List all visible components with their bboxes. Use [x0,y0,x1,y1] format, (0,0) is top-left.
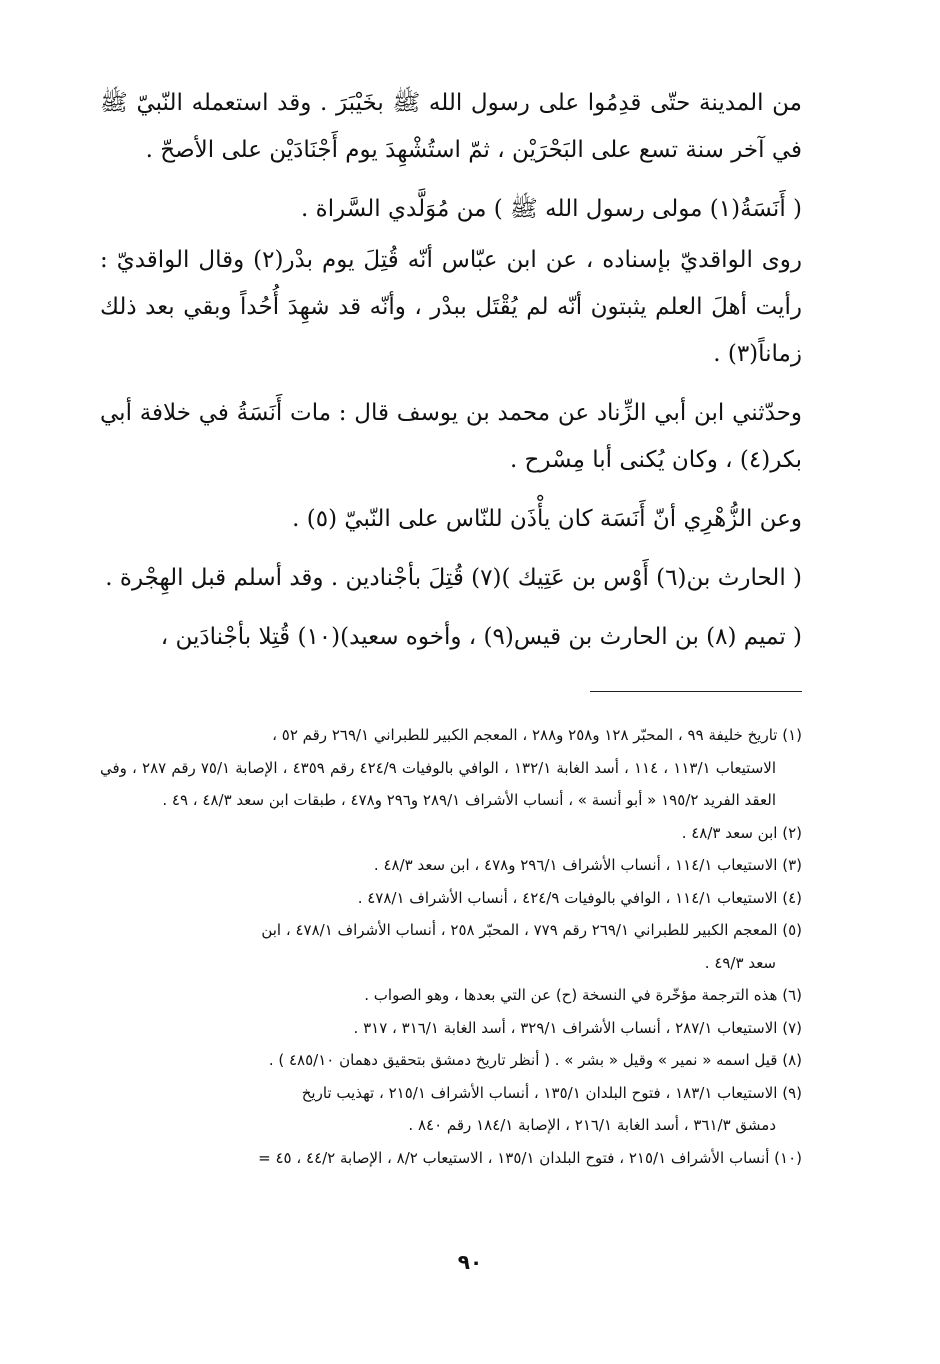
footnote-4: (٤) الاستيعاب ١١٤/١ ، الوافي بالوفيات ٤٢٤/٩ ، أنساب الأشراف ٤٧٨/١ . [357,888,802,907]
footnote-9 [100,1077,802,1142]
footnote-10: (١٠) أنساب الأشراف ٢١٥/١ ، فتوح البلدان ١٣٥/١ ، الاستيعاب ٨/٢ ، الإصابة ٤٤/٢ ، ٤٥ = [258,1148,802,1167]
footnote-1-continuation: الاستيعاب ١١٣/١ ، ١١٤ ، أسد الغابة ١٣٢/١ ، الوافي بالوفيات ٤٢٤/٩ رقم ٤٣٥٩ ، الإصابة ٧٥/١ رقم ٢٨٧ ، وفي العقد الفريد ١٩٥/٢ « أبو أنسة » ، أنساب الأشراف ٢٨٩/١ و٢٩٦ و٤٧٨ ، طبقات ابن سعد ٤٨/٣ ، ٤٩ . [100,758,776,809]
paragraph-2: ( أَنَسَةُ(١) مولى رسول الله ﷺ ) من مُوَلَّدي السَّراة . [301,196,802,222]
footnote-5 [100,914,802,979]
paragraph-7: ( تميم (٨) بن الحارث بن قيس(٩) ، وأخوه سعيد)(١٠) قُتِلا بأجْنادَين ، [160,624,802,650]
footnote-1 [100,719,802,817]
footnote-9-line: (٩) الاستيعاب ١٨٣/١ ، فتوح البلدان ١٣٥/١ ، أنساب الأشراف ٢١٥/١ ، تهذيب تاريخ [301,1083,802,1102]
page-number: ٩٠ [457,1250,483,1274]
footnote-3: (٣) الاستيعاب ١١٤/١ ، أنساب الأشراف ٢٩٦/١ و٤٧٨ ، ابن سعد ٤٨/٣ . [373,856,802,874]
footnote-9-continuation: دمشق ٣٦١/٣ ، أسد الغابة ٢١٦/١ ، الإصابة ١٨٤/١ رقم ٨٤٠ . [408,1116,776,1134]
paragraph-5: وعن الزُّهْرِي أنّ أَنَسَة كان يأْذَن للنّاس على النّبيّ (٥) . [292,506,802,532]
footnote-2: (٢) ابن سعد ٤٨/٣ . [681,823,802,842]
footnote-5-line: (٥) المعجم الكبير للطبراني ٢٦٩/١ رقم ٧٧٩ ، المحبّر ٢٥٨ ، أنساب الأشراف ٤٧٨/١ ، ابن [261,921,802,939]
footnote-1-line: (١) تاريخ خليفة ٩٩ ، المحبّر ١٢٨ و٢٥٨ و٢٨٨ ، المعجم الكبير للطبراني ٢٦٩/١ رقم ٥٢ ، [272,726,802,744]
paragraph-3: روى الواقديّ بإسناده ، عن ابن عبّاس أنّه قُتِلَ يوم بدْر(٢) وقال الواقديّ : رأيت أهلَ العلم يثبتون أنّه لم يُقْتَل ببدْر ، وأنّه قد شهِدَ أُحُداً وبقي بعد ذلك زماناً(٣) . [100,247,802,367]
footnote-7: (٧) الاستيعاب ٢٨٧/١ ، أنساب الأشراف ٣٢٩/١ ، أسد الغابة ٣١٦/١ ، ٣١٧ . [353,1018,802,1037]
paragraph-4: وحدّثني ابن أبي الزِّناد عن محمد بن يوسف قال : مات أَنَسَةُ في خلافة أبي بكر(٤) ، وكان يُكنى أبا مِسْرح . [100,400,802,473]
paragraph-6: ( الحارث بن(٦) أَوْس بن عَتِيك )(٧) قُتِلَ بأجْنادين . وقد أسلم قبل الهِجْرة . [105,565,802,591]
footnote-divider [590,691,802,692]
footnotes [100,719,802,1174]
footnote-8: (٨) قيل اسمه « نمير » وقيل « بشر » . ( أنظر تاريخ دمشق بتحقيق دهمان ٤٨٥/١٠ ) . [268,1051,802,1069]
main-text [100,80,802,673]
paragraph-1: من المدينة حتّى قدِمُوا على رسول الله ﷺ بخَيْبَرَ . وقد استعمله النّبيّ ﷺ في آخر سنة تسع على البَحْرَيْن ، ثمّ استُشْهِدَ يوم أَجْنَادَيْن على الأصحّ . [100,90,802,163]
footnote-5-continuation: سعد ٤٩/٣ . [704,953,776,972]
footnote-6: (٦) هذه الترجمة مؤخّرة في النسخة (ح) عن التي بعدها ، وهو الصواب . [364,986,802,1004]
